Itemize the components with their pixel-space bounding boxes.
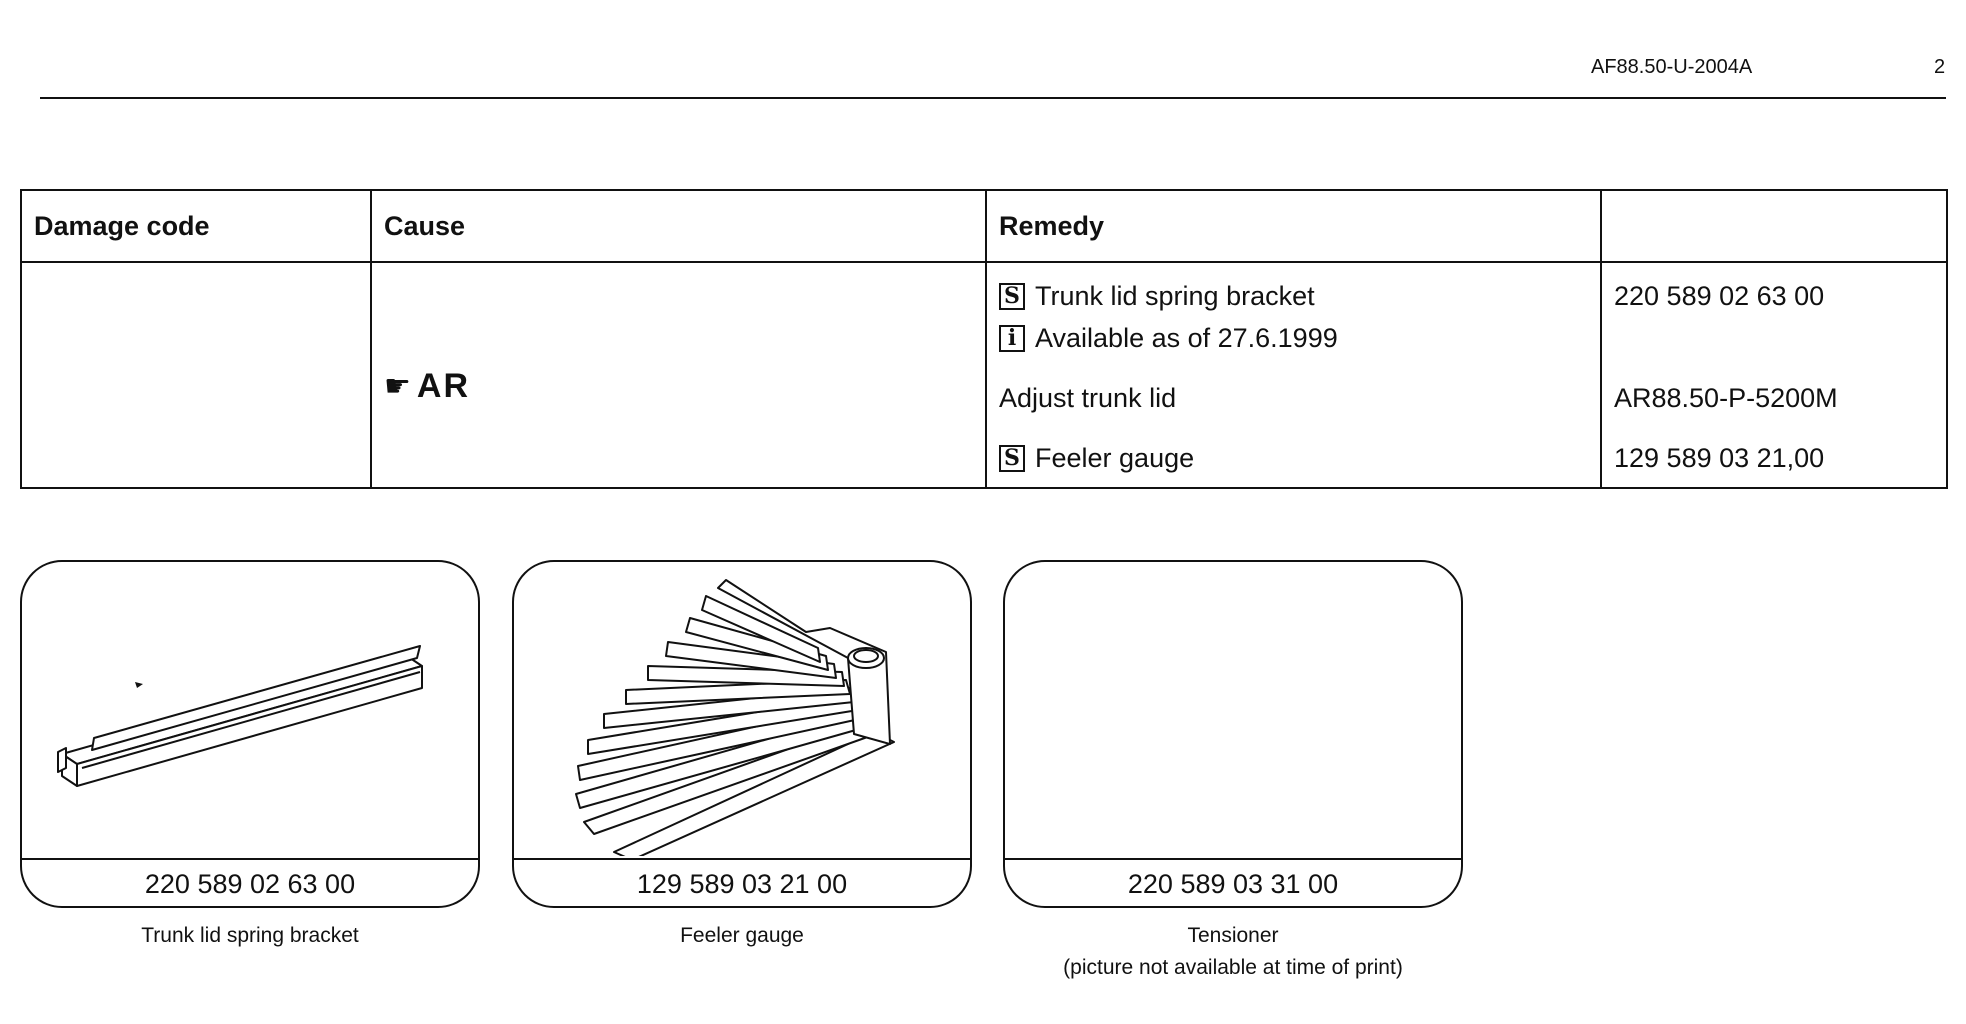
reference-value[interactable]: AR88.50-P-5200M — [1614, 382, 1838, 413]
reference-value — [1614, 317, 1934, 359]
spring-bracket-illustration — [22, 562, 478, 856]
remedy-line — [999, 317, 1588, 359]
tool-part-number: 220 589 03 31 00 — [1127, 868, 1339, 899]
damage-code-cell — [21, 262, 371, 488]
tool-note: (picture not available at time of print) — [1063, 956, 1403, 979]
page-number: 2 — [1934, 56, 1946, 78]
remedy-line — [999, 437, 1588, 479]
column-header-reference — [1601, 190, 1947, 262]
column-header-cause: Cause — [371, 190, 986, 262]
remedy-text: Trunk lid spring bracket — [1035, 280, 1315, 311]
tool-caption: Tensioner — [1187, 924, 1279, 947]
special-tool-icon: S — [999, 283, 1025, 310]
pointing-hand-icon: ☛ — [384, 370, 413, 403]
remedy-text: Feeler gauge — [1035, 442, 1195, 473]
reference-value: 129 589 03 21,00 — [1614, 442, 1825, 473]
remedy-text: Adjust trunk lid — [999, 382, 1177, 413]
tool-card-spring-bracket — [20, 560, 480, 908]
tool-card-tensioner — [1003, 560, 1463, 908]
reference-cell — [1601, 262, 1947, 488]
remedy-line — [999, 275, 1588, 317]
reference-value: 220 589 02 63 00 — [1614, 280, 1825, 311]
damage-table — [20, 189, 1948, 489]
tool-image-area — [514, 562, 970, 860]
tool-image-area-empty — [1005, 562, 1461, 860]
info-icon: i — [999, 325, 1025, 352]
document-code: AF88.50-U-2004A — [1591, 56, 1753, 78]
remedy-cell — [986, 262, 1601, 488]
column-header-damage-code: Damage code — [21, 190, 371, 262]
header-rule — [40, 97, 1946, 99]
cause-reference[interactable] — [384, 367, 973, 406]
feeler-gauge-illustration — [514, 562, 970, 856]
remedy-line — [999, 377, 1588, 419]
remedy-text: Available as of 27.6.1999 — [1035, 322, 1338, 353]
cause-reference-label: AR — [416, 367, 471, 405]
tool-part-number: 220 589 02 63 00 — [144, 868, 356, 899]
tool-card-feeler-gauge — [512, 560, 972, 908]
tool-part-number: 129 589 03 21 00 — [636, 868, 848, 899]
table-row — [21, 262, 1947, 488]
cause-cell — [371, 262, 986, 488]
special-tool-icon: S — [999, 445, 1025, 472]
tool-caption: Feeler gauge — [680, 924, 804, 947]
table-header-row — [21, 190, 1947, 262]
column-header-remedy: Remedy — [986, 190, 1601, 262]
tool-image-area — [22, 562, 478, 860]
tool-caption: Trunk lid spring bracket — [141, 924, 359, 947]
